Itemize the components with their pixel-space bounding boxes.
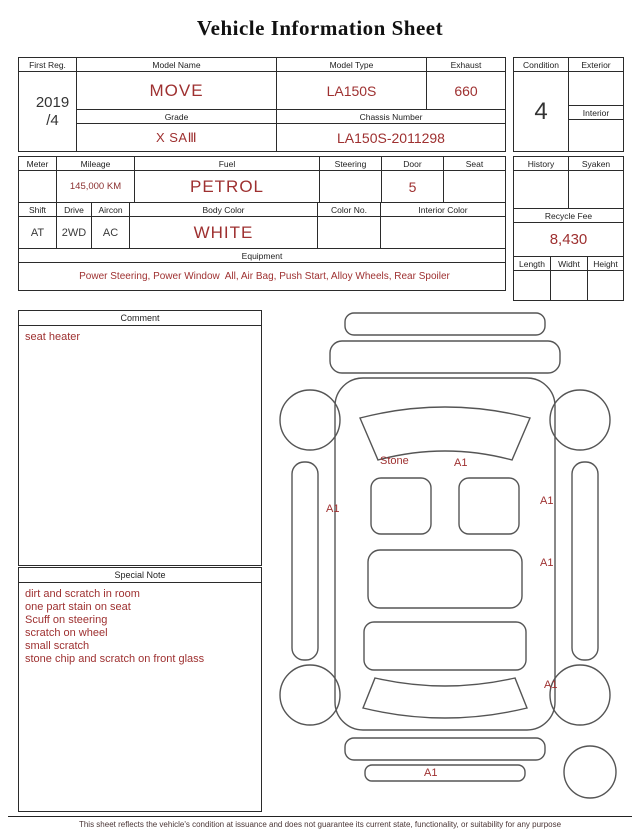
registration-table: [18, 57, 506, 152]
seat-rear-bench: [368, 550, 522, 608]
drive-label: Drive: [57, 203, 92, 217]
mileage-label: Mileage: [57, 157, 135, 171]
seat-label: Seat: [444, 157, 506, 171]
comment-box: [18, 310, 262, 566]
interior-color-label: Interior Color: [381, 203, 506, 217]
special-note-body: [19, 583, 261, 671]
fuel-value: PETROL: [135, 171, 320, 203]
spare-wheel: [564, 746, 616, 798]
first-reg-value: [19, 72, 77, 152]
body-color-label: Body Color: [130, 203, 318, 217]
interior-color-value: [381, 217, 506, 249]
body-color-value: WHITE: [130, 217, 318, 249]
shift-value: AT: [19, 217, 57, 249]
height-label: Height: [588, 257, 624, 271]
specs-table-mid: [18, 202, 506, 249]
history-table: [513, 156, 624, 209]
damage-annotation-a1: A1: [544, 679, 558, 691]
rear-lower-strip: [365, 765, 525, 781]
model-name-value: MOVE: [77, 72, 277, 110]
model-type-value: LA150S: [277, 72, 427, 110]
chassis-number-value: LA150S-2011298: [277, 124, 506, 152]
special-note-line: stone chip and scratch on front glass: [25, 652, 205, 665]
condition-table: [513, 57, 624, 152]
steering-label: Steering: [320, 157, 382, 171]
comment-line: seat heater: [25, 331, 81, 343]
recycle-fee-value: 8,430: [514, 223, 624, 257]
specs-table-top: [18, 156, 506, 203]
trunk-area: [364, 622, 526, 670]
damage-annotation-stone: Stone: [380, 455, 409, 467]
history-value: [514, 171, 569, 209]
aircon-label: Aircon: [92, 203, 130, 217]
aircon-value: AC: [92, 217, 130, 249]
comment-body: [19, 326, 261, 349]
fuel-label: Fuel: [135, 157, 320, 171]
dimensions-table: [513, 256, 624, 301]
color-no-value: [318, 217, 381, 249]
equipment-table: [18, 248, 506, 291]
width-value: [551, 271, 588, 301]
rear-bumper: [345, 738, 545, 760]
registration-section: [18, 57, 624, 152]
page-title: Vehicle Information Sheet: [196, 16, 444, 40]
windshield: [360, 407, 530, 460]
history-label: History: [514, 157, 569, 171]
first-reg-label: First Reg.: [19, 58, 77, 72]
side-panel-right: [572, 462, 598, 660]
first-reg-year: 2019: [35, 94, 70, 112]
specs-block: [18, 156, 506, 291]
damage-annotation-a1: A1: [540, 495, 554, 507]
special-note-line: one part stain on seat: [25, 600, 131, 613]
exhaust-value: 660: [427, 72, 506, 110]
condition-block: [513, 57, 624, 152]
damage-annotation-a1: A1: [540, 557, 554, 569]
exterior-value: [569, 72, 624, 106]
car-body-outline: [335, 378, 558, 730]
meter-label: Meter: [19, 157, 57, 171]
color-no-label: Color No.: [318, 203, 381, 217]
seat-front-left: [371, 478, 431, 534]
model-type-label: Model Type: [277, 58, 427, 72]
steering-value: [320, 171, 382, 203]
special-note-line: scratch on wheel: [25, 626, 108, 639]
length-value: [514, 271, 551, 301]
disclaimer-footer: This sheet reflects the vehicle's condition at issuance and does not guarantee its current state, functionality, or suitability for any purpose: [8, 816, 632, 829]
wheel-front-right: [550, 390, 610, 450]
damage-annotation-a1: A1: [454, 457, 468, 469]
door-label: Door: [382, 157, 444, 171]
interior-label: Interior: [569, 106, 624, 120]
wheel-rear-left: [280, 665, 340, 725]
equipment-label: Equipment: [19, 249, 506, 263]
damage-annotation-a1: A1: [326, 503, 340, 515]
door-value: 5: [382, 171, 444, 203]
equipment-value: Power Steering, Power Window All, Air Bag, Push Start, Alloy Wheels, Rear Spoiler: [19, 263, 506, 291]
shift-label: Shift: [19, 203, 57, 217]
notes-column: [18, 310, 262, 812]
registration-block: [18, 57, 506, 152]
side-panel-left: [292, 462, 318, 660]
interior-value: [569, 120, 624, 152]
hood-panel: [330, 341, 560, 373]
seat-value: [444, 171, 506, 203]
wheel-front-left: [280, 390, 340, 450]
condition-label: Condition: [514, 58, 569, 72]
special-note-line: small scratch: [25, 639, 90, 652]
first-reg-month: /4: [46, 111, 59, 129]
condition-value: 4: [514, 72, 569, 152]
front-bumper: [345, 313, 545, 335]
model-name-label: Model Name: [77, 58, 277, 72]
seat-front-right: [459, 478, 519, 534]
width-label: Widht: [551, 257, 588, 271]
special-note-line: dirt and scratch in room: [25, 588, 140, 600]
car-diagram: [268, 310, 622, 810]
chassis-number-label: Chassis Number: [277, 110, 506, 124]
recycle-fee-table: [513, 208, 624, 257]
right-panel-block: [513, 156, 624, 301]
rear-window: [363, 678, 527, 718]
mileage-value: 145,000 KM: [57, 171, 135, 203]
comment-header: Comment: [19, 311, 261, 326]
notes-and-diagram-section: [18, 310, 622, 812]
exhaust-label: Exhaust: [427, 58, 506, 72]
syaken-value: [569, 171, 624, 209]
special-note-line: Scuff on steering: [25, 613, 108, 626]
length-label: Length: [514, 257, 551, 271]
specs-section: [18, 156, 624, 301]
exterior-label: Exterior: [569, 58, 624, 72]
meter-value: [19, 171, 57, 203]
car-top-view: [268, 310, 622, 810]
recycle-fee-label: Recycle Fee: [514, 209, 624, 223]
grade-value: X SAⅢ: [77, 124, 277, 152]
special-note-header: Special Note: [19, 568, 261, 583]
height-value: [588, 271, 624, 301]
drive-value: 2WD: [57, 217, 92, 249]
syaken-label: Syaken: [569, 157, 624, 171]
damage-annotation-a1: A1: [424, 767, 438, 779]
grade-label: Grade: [77, 110, 277, 124]
special-note-box: [18, 567, 262, 812]
wheel-rear-right: [550, 665, 610, 725]
